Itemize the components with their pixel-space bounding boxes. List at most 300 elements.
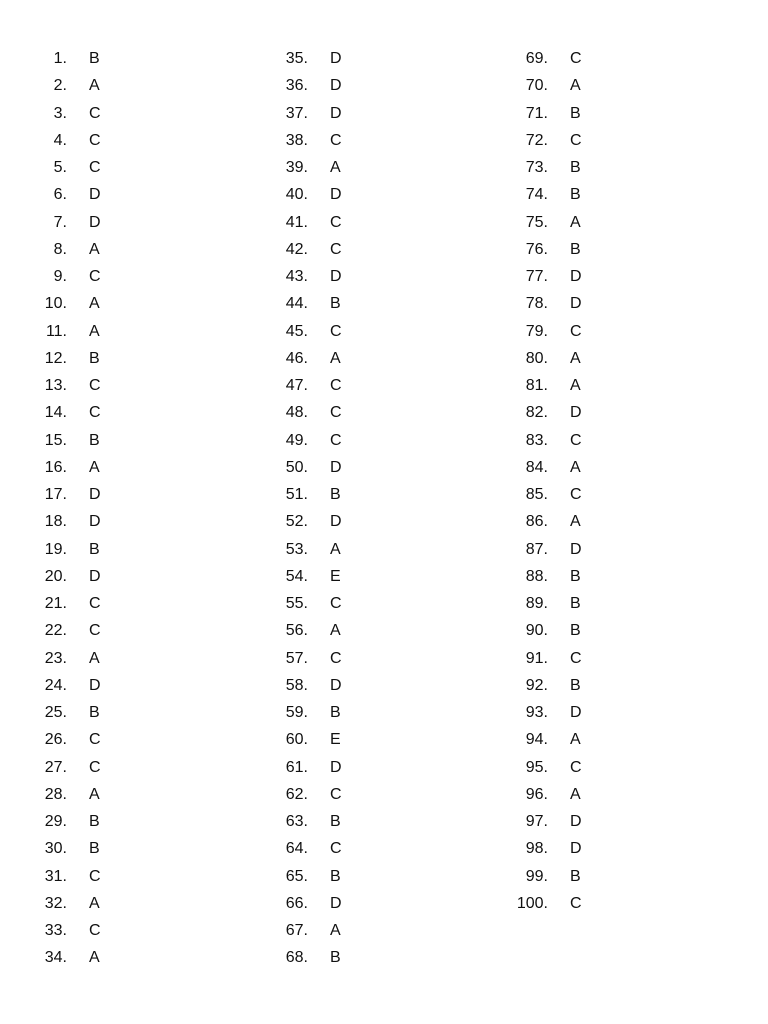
- answer-row: [261, 399, 360, 426]
- answer-row: [501, 263, 600, 290]
- question-number: 19.: [44, 540, 67, 558]
- answer-letter: B: [89, 431, 100, 449]
- answer-row: [20, 890, 119, 917]
- answer-row: [501, 181, 600, 208]
- answer-letter: A: [570, 785, 581, 803]
- answer-letter: C: [89, 159, 101, 176]
- answer-letter: C: [89, 731, 101, 749]
- answer-letter: E: [330, 567, 341, 585]
- answer-row: [261, 944, 360, 971]
- answer-row: [501, 645, 600, 672]
- answer-row: [20, 508, 119, 535]
- answer-letter: D: [89, 486, 101, 503]
- answer-letter: C: [330, 840, 342, 858]
- answer-row: [261, 672, 360, 699]
- answer-row: [261, 835, 360, 862]
- answer-letter: C: [570, 758, 582, 776]
- answer-row: [261, 427, 360, 454]
- question-number: 47.: [285, 377, 308, 394]
- answer-row: [20, 726, 119, 753]
- answer-letter: A: [570, 458, 581, 476]
- answer-letter: D: [89, 567, 101, 585]
- answer-letter: C: [89, 622, 101, 640]
- question-number: 97.: [525, 813, 548, 830]
- answer-row: [20, 100, 119, 127]
- answer-letter: C: [330, 431, 342, 449]
- answer-letter: A: [570, 349, 581, 367]
- answer-letter: B: [330, 949, 341, 967]
- answer-letter: B: [570, 159, 581, 176]
- question-number: 77.: [525, 268, 548, 285]
- answer-row: [20, 399, 119, 426]
- answer-row: [501, 754, 600, 781]
- answer-letter: A: [330, 349, 341, 367]
- question-number: 42.: [285, 240, 308, 258]
- answer-row: [501, 863, 600, 890]
- answer-row: [20, 345, 119, 372]
- answer-letter: A: [89, 649, 100, 667]
- question-number: 45.: [285, 322, 308, 340]
- question-number: 9.: [53, 268, 67, 285]
- question-number: 23.: [44, 649, 67, 667]
- answer-row: [20, 808, 119, 835]
- question-number: 60.: [285, 731, 308, 749]
- answer-row: [261, 481, 360, 508]
- answer-row: [501, 808, 600, 835]
- answer-row: [501, 45, 600, 72]
- answer-letter: D: [89, 213, 101, 231]
- answer-letter: C: [570, 50, 582, 67]
- answer-row: [501, 399, 600, 426]
- answer-letter: B: [89, 349, 100, 367]
- answer-row: [261, 508, 360, 535]
- answer-letter: D: [570, 704, 582, 721]
- answer-row: [501, 236, 600, 263]
- answer-row: [20, 563, 119, 590]
- question-number: 73.: [525, 159, 548, 176]
- answer-letter: D: [330, 77, 342, 95]
- answer-letter: A: [89, 77, 100, 95]
- question-number: 24.: [44, 676, 67, 694]
- answer-letter: C: [570, 894, 582, 912]
- answer-row: [20, 536, 119, 563]
- question-number: 20.: [44, 567, 67, 585]
- question-number: 92.: [525, 676, 548, 694]
- question-number: 57.: [285, 649, 308, 667]
- question-number: 91.: [525, 649, 548, 667]
- question-number: 29.: [44, 813, 67, 830]
- answer-letter: A: [570, 213, 581, 231]
- question-number: 80.: [525, 349, 548, 367]
- question-number: 43.: [285, 268, 308, 285]
- answer-column-1: [20, 45, 119, 972]
- answer-row: [20, 835, 119, 862]
- question-number: 5.: [53, 159, 67, 176]
- answer-letter: A: [570, 377, 581, 394]
- answer-row: [20, 263, 119, 290]
- question-number: 66.: [285, 894, 308, 912]
- answer-letter: C: [89, 922, 101, 939]
- answer-letter: D: [570, 295, 582, 313]
- answer-letter: C: [330, 404, 342, 422]
- question-number: 55.: [285, 595, 308, 612]
- question-number: 75.: [525, 213, 548, 231]
- question-number: 38.: [285, 131, 308, 149]
- answer-letter: B: [330, 295, 341, 313]
- question-number: 82.: [525, 404, 548, 422]
- question-number: 65.: [285, 867, 308, 885]
- question-number: 100.: [516, 894, 548, 912]
- answer-row: [20, 427, 119, 454]
- answer-letter: B: [570, 567, 581, 585]
- answer-row: [501, 699, 600, 726]
- answer-row: [20, 863, 119, 890]
- question-number: 94.: [525, 731, 548, 749]
- answer-letter: C: [330, 240, 342, 258]
- answer-letter: D: [330, 758, 342, 776]
- question-number: 11.: [45, 322, 67, 340]
- answer-letter: D: [330, 676, 342, 694]
- answer-row: [20, 645, 119, 672]
- answer-row: [501, 127, 600, 154]
- answer-row: [261, 808, 360, 835]
- answer-letter: D: [330, 458, 342, 476]
- question-number: 81.: [525, 377, 548, 394]
- question-number: 35.: [285, 50, 308, 67]
- answer-letter: B: [570, 595, 581, 612]
- answer-row: [261, 45, 360, 72]
- question-number: 2.: [53, 77, 67, 95]
- answer-row: [20, 181, 119, 208]
- answer-row: [20, 236, 119, 263]
- answer-row: [501, 372, 600, 399]
- answer-row: [20, 209, 119, 236]
- answer-row: [501, 781, 600, 808]
- answer-row: [501, 209, 600, 236]
- question-number: 28.: [44, 785, 67, 803]
- answer-row: [261, 699, 360, 726]
- question-number: 51.: [285, 486, 308, 503]
- question-number: 18.: [44, 513, 67, 531]
- answer-row: [20, 318, 119, 345]
- question-number: 14.: [44, 404, 67, 422]
- question-number: 93.: [525, 704, 548, 721]
- answer-letter: C: [330, 649, 342, 667]
- answer-row: [261, 154, 360, 181]
- answer-column-2: [261, 45, 360, 972]
- answer-row: [261, 590, 360, 617]
- answer-row: [261, 536, 360, 563]
- answer-letter: A: [89, 458, 100, 476]
- answer-letter: A: [89, 240, 100, 258]
- question-number: 36.: [285, 77, 308, 95]
- answer-letter: D: [570, 540, 582, 558]
- question-number: 34.: [44, 949, 67, 967]
- question-number: 76.: [525, 240, 548, 258]
- answer-letter: A: [330, 540, 341, 558]
- answer-letter: A: [89, 785, 100, 803]
- question-number: 87.: [525, 540, 548, 558]
- question-number: 32.: [44, 894, 67, 912]
- answer-row: [501, 72, 600, 99]
- answer-letter: D: [330, 104, 342, 122]
- question-number: 56.: [285, 622, 308, 640]
- answer-letter: D: [330, 513, 342, 531]
- answer-letter: B: [570, 186, 581, 204]
- question-number: 21.: [44, 595, 67, 612]
- answer-letter: C: [330, 213, 342, 231]
- answer-letter: C: [570, 649, 582, 667]
- answer-letter: D: [330, 50, 342, 67]
- answer-letter: B: [570, 676, 581, 694]
- question-number: 22.: [44, 622, 67, 640]
- answer-letter: E: [330, 731, 341, 749]
- answer-row: [20, 72, 119, 99]
- answer-row: [261, 726, 360, 753]
- answer-row: [20, 672, 119, 699]
- question-number: 37.: [285, 104, 308, 122]
- question-number: 3.: [53, 104, 67, 122]
- answer-letter: B: [89, 540, 100, 558]
- question-number: 83.: [525, 431, 548, 449]
- question-number: 33.: [44, 922, 67, 939]
- answer-letter: C: [570, 431, 582, 449]
- question-number: 8.: [53, 240, 67, 258]
- question-number: 48.: [285, 404, 308, 422]
- answer-row: [20, 699, 119, 726]
- answer-row: [20, 372, 119, 399]
- answer-letter: C: [89, 131, 101, 149]
- answer-letter: A: [570, 731, 581, 749]
- question-number: 69.: [525, 50, 548, 67]
- question-number: 58.: [285, 676, 308, 694]
- question-number: 4.: [53, 131, 67, 149]
- answer-row: [261, 563, 360, 590]
- answer-row: [20, 127, 119, 154]
- answer-row: [261, 263, 360, 290]
- answer-letter: C: [330, 322, 342, 340]
- answer-letter: A: [570, 77, 581, 95]
- answer-letter: D: [570, 404, 582, 422]
- question-number: 79.: [525, 322, 548, 340]
- answer-row: [261, 72, 360, 99]
- question-number: 17.: [44, 486, 67, 503]
- answer-letter: C: [570, 486, 582, 503]
- answer-row: [501, 454, 600, 481]
- answer-row: [501, 536, 600, 563]
- question-number: 49.: [285, 431, 308, 449]
- answer-row: [501, 590, 600, 617]
- question-number: 52.: [285, 513, 308, 531]
- answer-letter: B: [89, 704, 100, 721]
- answer-row: [261, 781, 360, 808]
- answer-row: [20, 917, 119, 944]
- answer-row: [501, 726, 600, 753]
- answer-letter: C: [89, 268, 101, 285]
- question-number: 54.: [285, 567, 308, 585]
- question-number: 39.: [285, 159, 308, 176]
- question-number: 84.: [525, 458, 548, 476]
- answer-letter: D: [330, 894, 342, 912]
- answer-letter: D: [570, 268, 582, 285]
- answer-letter: A: [89, 894, 100, 912]
- question-number: 62.: [285, 785, 308, 803]
- question-number: 16.: [44, 458, 67, 476]
- answer-row: [501, 345, 600, 372]
- answer-letter: B: [89, 813, 100, 830]
- answer-letter: C: [330, 785, 342, 803]
- question-number: 85.: [525, 486, 548, 503]
- answer-row: [20, 290, 119, 317]
- answer-letter: A: [330, 922, 341, 939]
- answer-letter: D: [89, 186, 101, 204]
- question-number: 44.: [285, 295, 308, 313]
- answer-row: [261, 617, 360, 644]
- question-number: 74.: [525, 186, 548, 204]
- answer-row: [501, 290, 600, 317]
- answer-letter: B: [330, 486, 341, 503]
- answer-row: [501, 508, 600, 535]
- question-number: 67.: [285, 922, 308, 939]
- answer-row: [501, 617, 600, 644]
- answer-letter: C: [330, 377, 342, 394]
- question-number: 61.: [285, 758, 308, 776]
- answer-letter: C: [570, 322, 582, 340]
- question-number: 50.: [285, 458, 308, 476]
- answer-row: [261, 318, 360, 345]
- answer-letter: C: [330, 131, 342, 149]
- question-number: 7.: [53, 213, 67, 231]
- answer-row: [20, 481, 119, 508]
- answer-row: [261, 890, 360, 917]
- answer-row: [20, 45, 119, 72]
- answer-letter: D: [330, 268, 342, 285]
- question-number: 6.: [53, 186, 67, 204]
- answer-row: [20, 590, 119, 617]
- answer-row: [501, 100, 600, 127]
- question-number: 98.: [525, 840, 548, 858]
- answer-row: [20, 754, 119, 781]
- answer-row: [261, 345, 360, 372]
- answer-column-3: [501, 45, 600, 917]
- answer-letter: A: [570, 513, 581, 531]
- answer-letter: A: [89, 322, 100, 340]
- question-number: 15.: [44, 431, 67, 449]
- question-number: 12.: [44, 349, 67, 367]
- answer-letter: C: [89, 104, 101, 122]
- answer-row: [261, 863, 360, 890]
- question-number: 96.: [525, 785, 548, 803]
- answer-letter: C: [89, 377, 101, 394]
- answer-row: [501, 672, 600, 699]
- answer-row: [20, 944, 119, 971]
- answer-letter: A: [89, 949, 100, 967]
- answer-letter: B: [330, 867, 341, 885]
- answer-row: [261, 100, 360, 127]
- answer-letter: D: [330, 186, 342, 204]
- question-number: 78.: [525, 295, 548, 313]
- answer-letter: B: [570, 104, 581, 122]
- answer-letter: B: [89, 840, 100, 858]
- answer-letter: B: [330, 813, 341, 830]
- answer-row: [20, 617, 119, 644]
- question-number: 86.: [525, 513, 548, 531]
- question-number: 99.: [525, 867, 548, 885]
- answer-row: [20, 454, 119, 481]
- question-number: 63.: [285, 813, 308, 830]
- answer-letter: C: [89, 595, 101, 612]
- question-number: 25.: [44, 704, 67, 721]
- question-number: 13.: [44, 377, 67, 394]
- answer-row: [261, 181, 360, 208]
- answer-row: [501, 427, 600, 454]
- answer-letter: D: [89, 513, 101, 531]
- answer-row: [501, 563, 600, 590]
- question-number: 31.: [44, 867, 67, 885]
- answer-row: [20, 154, 119, 181]
- question-number: 30.: [44, 840, 67, 858]
- answer-row: [261, 754, 360, 781]
- answer-letter: C: [89, 867, 101, 885]
- answer-row: [261, 290, 360, 317]
- question-number: 68.: [285, 949, 308, 967]
- answer-letter: D: [570, 813, 582, 830]
- question-number: 27.: [44, 758, 67, 776]
- answer-row: [261, 645, 360, 672]
- answer-letter: C: [330, 595, 342, 612]
- question-number: 90.: [525, 622, 548, 640]
- answer-row: [261, 917, 360, 944]
- answer-row: [261, 127, 360, 154]
- question-number: 88.: [525, 567, 548, 585]
- answer-letter: A: [330, 159, 341, 176]
- answer-letter: C: [89, 404, 101, 422]
- answer-letter: B: [570, 622, 581, 640]
- answer-letter: B: [570, 867, 581, 885]
- question-number: 64.: [285, 840, 308, 858]
- question-number: 26.: [44, 731, 67, 749]
- answer-row: [501, 154, 600, 181]
- answer-letter: C: [89, 758, 101, 776]
- answer-row: [261, 236, 360, 263]
- question-number: 71.: [525, 104, 548, 122]
- answer-letter: B: [570, 240, 581, 258]
- answer-letter: B: [330, 704, 341, 721]
- answer-letter: A: [89, 295, 100, 313]
- answer-letter: C: [570, 131, 582, 149]
- answer-row: [501, 890, 600, 917]
- question-number: 10.: [44, 295, 67, 313]
- answer-letter: A: [330, 622, 341, 640]
- question-number: 59.: [285, 704, 308, 721]
- question-number: 72.: [525, 131, 548, 149]
- answer-letter: B: [89, 50, 100, 67]
- answer-row: [501, 318, 600, 345]
- question-number: 1.: [53, 50, 67, 67]
- question-number: 70.: [525, 77, 548, 95]
- answer-row: [501, 835, 600, 862]
- question-number: 53.: [285, 540, 308, 558]
- question-number: 89.: [525, 595, 548, 612]
- answer-row: [20, 781, 119, 808]
- question-number: 40.: [285, 186, 308, 204]
- question-number: 46.: [285, 349, 308, 367]
- answer-letter: D: [570, 840, 582, 858]
- answer-row: [501, 481, 600, 508]
- answer-row: [261, 454, 360, 481]
- answer-letter: D: [89, 676, 101, 694]
- question-number: 95.: [525, 758, 548, 776]
